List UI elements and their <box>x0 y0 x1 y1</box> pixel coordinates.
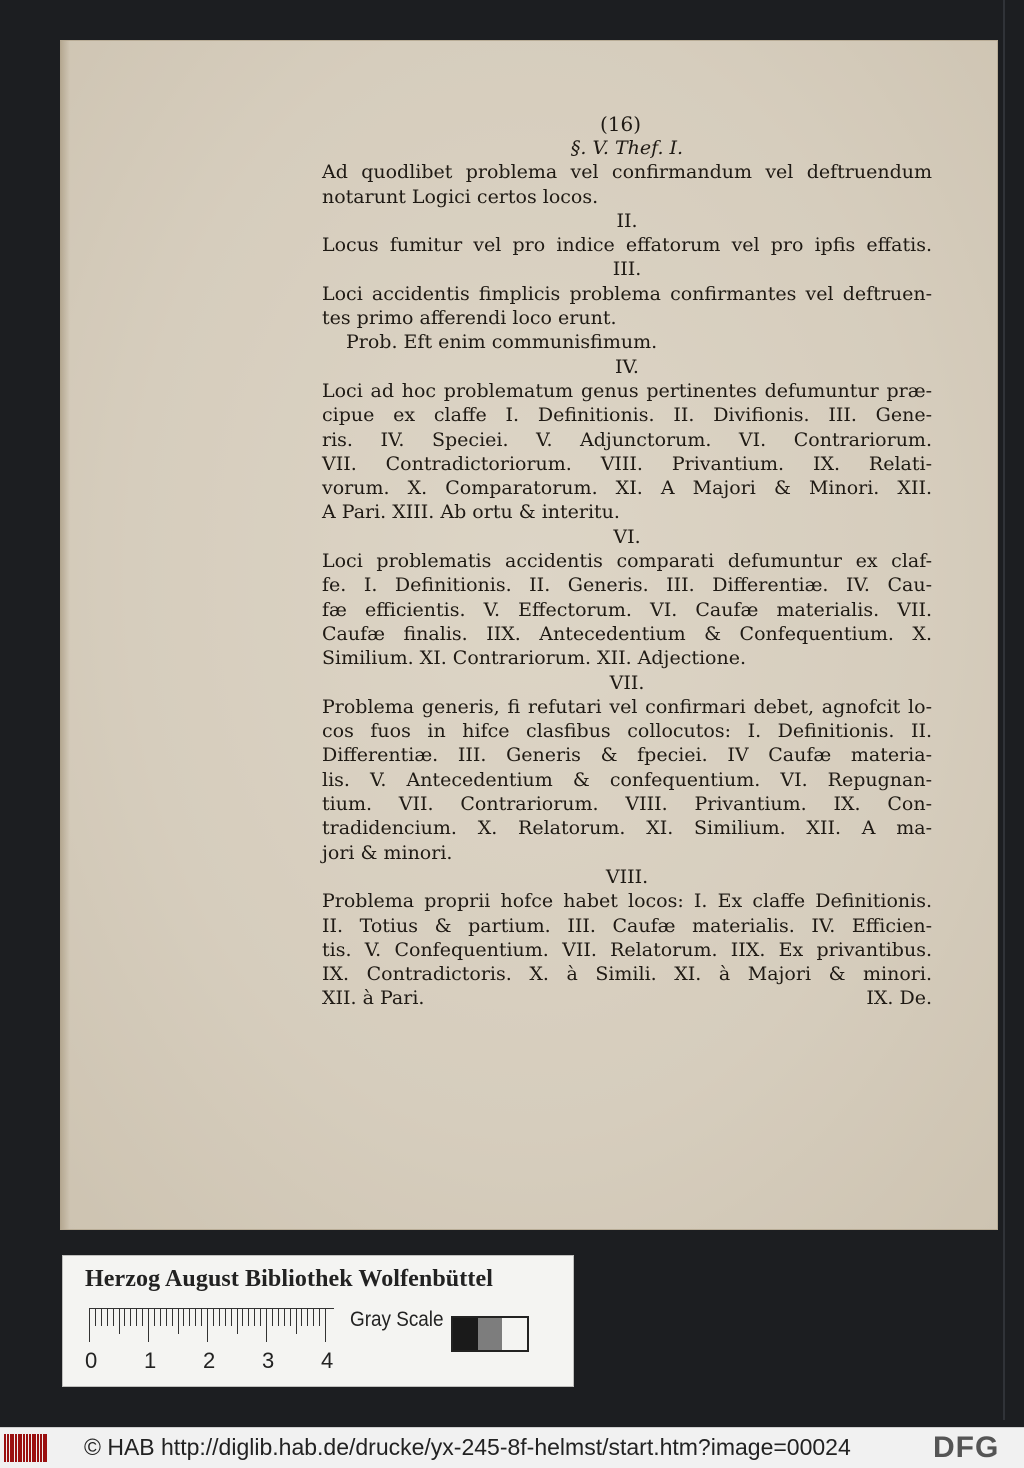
ruler-tick <box>95 1308 96 1326</box>
ruler-scale <box>89 1308 334 1352</box>
text-line: IV. <box>615 355 639 378</box>
barcode-bar <box>12 1434 14 1462</box>
ruler-tick <box>213 1308 214 1326</box>
text-line: fæ efficientis. V. Effectorum. VI. Caufæ materialis. VII. <box>322 598 932 621</box>
ruler-tick <box>284 1308 285 1326</box>
ruler-tick <box>242 1308 243 1326</box>
barcode-bar <box>34 1434 36 1462</box>
ruler-tick <box>290 1308 291 1326</box>
text-line: Loci problematis accidentis comparati defumuntur ex claf- <box>322 550 932 573</box>
ruler-tick <box>178 1308 179 1334</box>
page-text <box>322 112 932 1011</box>
ruler-tick <box>325 1308 326 1342</box>
barcode-bar <box>45 1434 47 1462</box>
ruler-tick <box>130 1308 131 1326</box>
text-line: tium. VII. Contrariorum. VIII. Privantium. IX. Con- <box>322 793 932 816</box>
gray-scale-label: Gray Scale <box>350 1308 444 1331</box>
text-line: vorum. X. Comparatorum. XI. A Majori & Minori. XII. <box>322 477 932 500</box>
page-number: (16) <box>600 112 642 136</box>
hab-scale-card <box>62 1255 574 1387</box>
text-line: tes primo afferendi loco erunt. <box>322 307 617 330</box>
text-lines <box>322 160 932 986</box>
text-line: cipue ex claffe I. Definitionis. II. Divifionis. III. Gene- <box>322 404 932 427</box>
ruler-tick <box>207 1308 208 1342</box>
ruler-number-0: 0 <box>85 1348 98 1373</box>
last-line <box>322 986 932 1010</box>
text-line: VI. <box>613 525 641 548</box>
page-gutter-shadow <box>60 40 70 1230</box>
gray-swatch-dark <box>453 1318 478 1350</box>
footer-bar <box>0 1427 1024 1468</box>
text-line: Loci accidentis fimplicis problema confirmantes vel deftruen- <box>322 282 932 305</box>
barcode-bar <box>15 1434 17 1462</box>
barcode-bar <box>29 1434 31 1462</box>
barcode-bar <box>40 1434 42 1462</box>
ruler-tick <box>89 1308 90 1342</box>
barcode-bar <box>20 1434 22 1462</box>
text-line: Caufæ finalis. IIX. Antecedentium & Confequentium. X. <box>322 622 932 645</box>
ruler-tick <box>160 1308 161 1326</box>
ruler-tick <box>278 1308 279 1326</box>
barcode-bar <box>7 1434 9 1462</box>
ruler-tick <box>136 1308 137 1326</box>
ruler-tick <box>166 1308 167 1326</box>
text-line: Problema generis, fi refutari vel confirmari debet, agnofcit lo- <box>322 695 932 718</box>
ruler-tick <box>124 1308 125 1326</box>
text-line: VII. Contradictoriorum. VIII. Privantium. IX. Relati- <box>322 452 932 475</box>
text-line: Ad quodlibet problema vel confirmandum vel deftruendum <box>322 161 932 184</box>
ruler-tick <box>148 1308 149 1342</box>
ruler-tick <box>107 1308 108 1326</box>
text-line: Problema proprii hofce habet locos: I. Ex claffe Definitionis. <box>322 890 932 913</box>
barcode-bar <box>26 1434 28 1462</box>
text-line: Loci ad hoc problematum genus pertinentes defumuntur præ- <box>322 379 932 402</box>
ruler-tick <box>301 1308 302 1326</box>
ruler-tick <box>154 1308 155 1326</box>
text-line: tis. V. Confequentium. VII. Relatorum. IIX. Ex privantibus. <box>322 938 932 961</box>
ruler-tick <box>201 1308 202 1326</box>
ruler-tick <box>101 1308 102 1326</box>
text-line: cos fuos in hifce clasfibus collocutos: I. Definitionis. II. <box>322 720 932 743</box>
ruler-tick <box>231 1308 232 1326</box>
barcode-icon <box>4 1434 48 1462</box>
barcode-bar <box>23 1434 25 1462</box>
ruler-tick <box>225 1308 226 1326</box>
gray-swatch-mid <box>478 1318 503 1350</box>
ruler-tick <box>307 1308 308 1326</box>
text-line: II. <box>616 209 638 232</box>
ruler-tick <box>248 1308 249 1326</box>
ruler-tick <box>113 1308 114 1326</box>
ruler-number-4: 4 <box>321 1348 334 1373</box>
text-line: jori & minori. <box>322 841 453 864</box>
ruler-baseline <box>89 1308 334 1309</box>
viewer-border <box>1003 0 1005 1420</box>
text-line: notarunt Logici certos locos. <box>322 185 599 208</box>
text-line: II. Totius & partium. III. Caufæ materialis. IV. Efficien- <box>322 914 932 937</box>
library-title: Herzog August Bibliothek Wolfenbüttel <box>85 1266 493 1292</box>
text-line: Similium. XI. Contrariorum. XII. Adjectione. <box>322 647 747 670</box>
ruler-tick <box>296 1308 297 1334</box>
section-heading: §. V. Thef. I. <box>570 137 684 159</box>
last-line-left: XII. à Pari. <box>322 987 425 1010</box>
catchword: IX. De. <box>866 987 932 1010</box>
ruler-number-3: 3 <box>262 1348 275 1373</box>
text-line: Differentiæ. III. Generis & fpeciei. IV Caufæ materia- <box>322 744 932 767</box>
ruler-tick <box>183 1308 184 1326</box>
ruler-tick <box>319 1308 320 1326</box>
text-line: III. <box>612 258 642 281</box>
copyright-link[interactable]: © HAB http://diglib.hab.de/drucke/yx-245-8f-helmst/start.htm?image=00024 <box>84 1434 851 1460</box>
barcode-bar <box>37 1434 39 1462</box>
text-line: tradidencium. X. Relatorum. XI. Similium. XII. A ma- <box>322 817 932 840</box>
ruler-tick <box>260 1308 261 1326</box>
text-line: A Pari. XIII. Ab ortu & interitu. <box>322 501 620 524</box>
ruler-tick <box>237 1308 238 1334</box>
ruler-tick <box>189 1308 190 1326</box>
ruler-number-2: 2 <box>203 1348 216 1373</box>
ruler-tick <box>195 1308 196 1326</box>
ruler-tick <box>219 1308 220 1326</box>
ruler-tick <box>254 1308 255 1326</box>
ruler-tick <box>272 1308 273 1326</box>
text-line: Prob. Eft enim communisfimum. <box>346 331 658 354</box>
barcode-bar <box>4 1434 6 1462</box>
ruler-tick <box>313 1308 314 1326</box>
text-line: IX. Contradictoris. X. à Simili. XI. à Majori & minori. <box>322 963 932 986</box>
text-line: Locus fumitur vel pro indice effatorum vel pro ipfis effatis. <box>322 234 932 257</box>
text-line: lis. V. Antecedentium & confequentium. VI. Repugnan- <box>322 768 932 791</box>
ruler-tick <box>266 1308 267 1342</box>
text-line: ris. IV. Speciei. V. Adjunctorum. VI. Contrariorum. <box>322 428 932 451</box>
dfg-logo[interactable]: DFG <box>933 1431 1000 1464</box>
ruler-tick <box>172 1308 173 1326</box>
gray-swatch-light <box>502 1318 527 1350</box>
ruler-number-1: 1 <box>144 1348 157 1373</box>
ruler-tick <box>142 1308 143 1326</box>
gray-scale-swatch <box>451 1316 529 1352</box>
text-line: VIII. <box>605 865 649 888</box>
text-line: fe. I. Definitionis. II. Generis. III. Differentiæ. IV. Cau- <box>322 574 932 597</box>
text-line: VII. <box>609 671 645 694</box>
ruler-tick <box>119 1308 120 1334</box>
scanned-page <box>60 40 998 1230</box>
